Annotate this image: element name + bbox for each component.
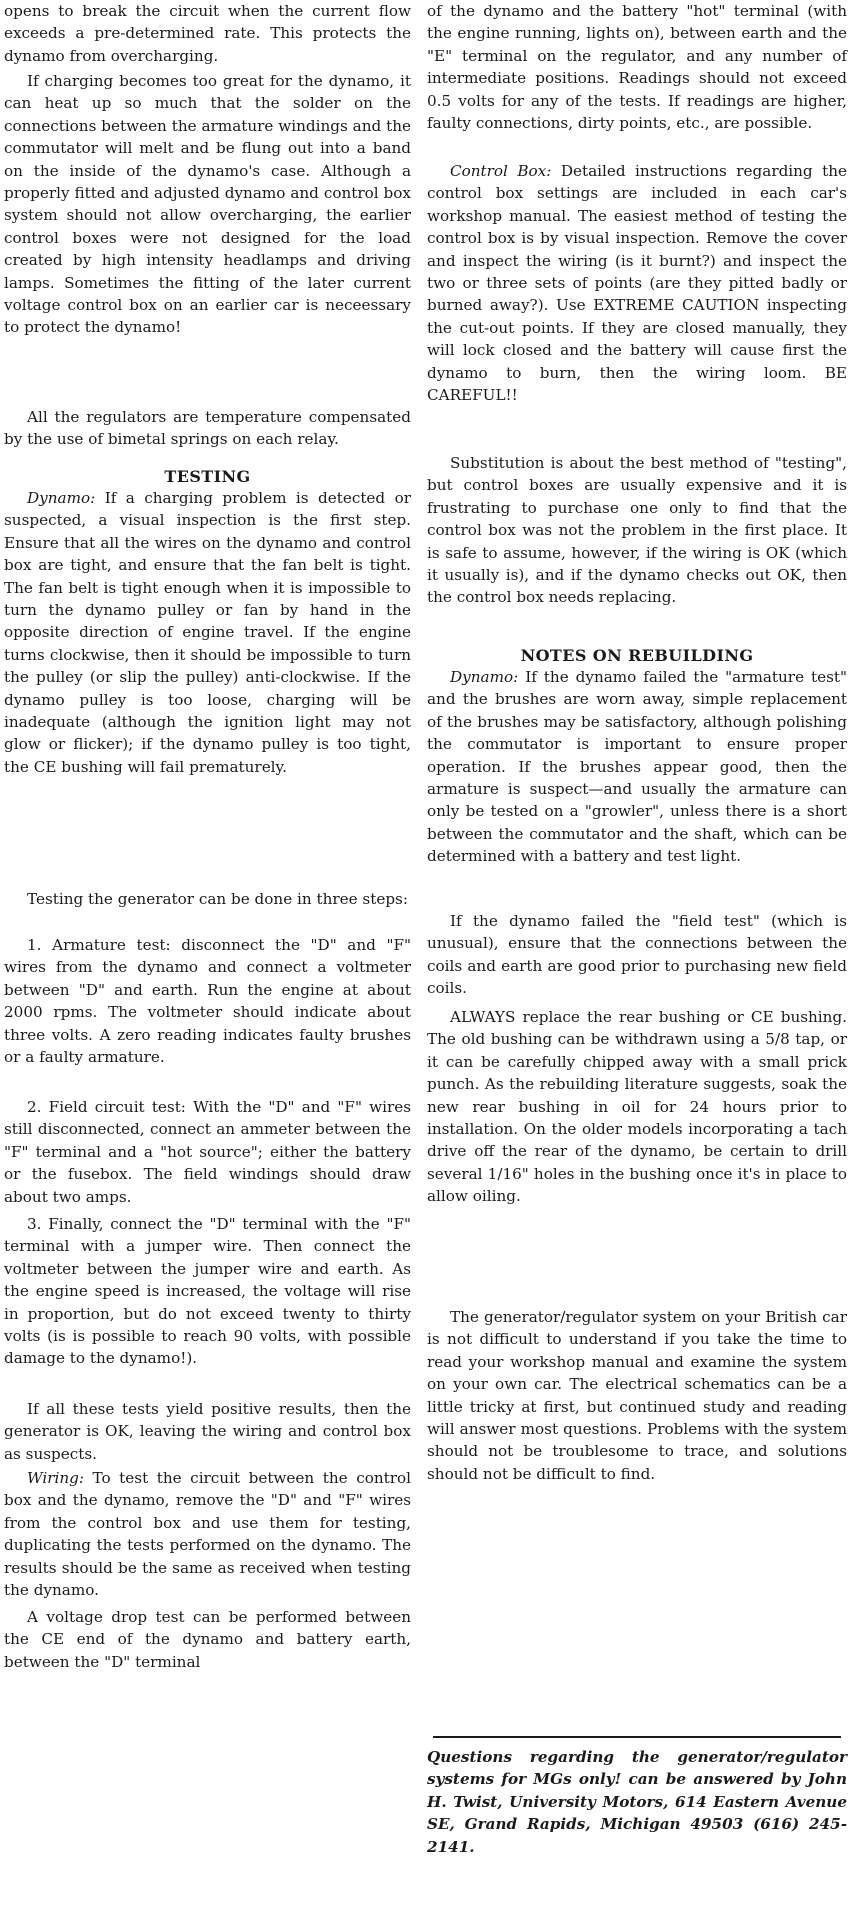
paragraph-jumper-test: 3. Finally, connect the "D" terminal with the "F" terminal with a jumper wire. Then connect the voltmeter between the jumper wire and earth. As the engine speed is increased, the voltage will rise in proportion, but do not exceed twenty to thirty volts (is is possible to reach 90 volts, with possible damage to the dynamo!). <box>4 1215 411 1368</box>
heading-notes-on-rebuilding: NOTES ON REBUILDING <box>520 646 754 665</box>
paragraph-armature-test: 1. Armature test: disconnect the "D" and "F" wires from the dynamo and connect a voltmeter between "D" and earth. Run the engine at about 2000 rpms. The voltmeter should indicate about three volts. A zero reading indicates faulty brushes or a faulty armature. <box>4 936 411 1067</box>
paragraph-temperature-compensation: All the regulators are temperature compensated by the use of bimetal springs on each relay. <box>4 408 411 449</box>
questions-contact: Questions regarding the generator/regulator systems for MGs only! can be answered by John H. Twist, University Motors, 614 Eastern Avenue SE, Grand Rapids, Michigan 49503 (616) 245-2141. <box>427 1748 847 1856</box>
divider-rule <box>433 1736 841 1738</box>
paragraph-dynamo-testing <box>4 487 411 778</box>
control-box-text: Detailed instructions regarding the control box settings are included in each car's workshop manual. The easiest method of testing the control box is by visual inspection. Remove the cover and inspect the wiring (is it burnt?) and inspect the two or three sets of points (are they pitted badly or burned away?). Use EXTREME CAUTION inspecting the cut-out points. If they are closed manually, they will lock closed and the battery will cause first the dynamo to burn, then the wiring loom. BE CAREFUL!! <box>427 162 847 405</box>
paragraph-voltage-drop: A voltage drop test can be performed between the CE end of the dynamo and battery earth, between the "D" terminal <box>4 1608 411 1671</box>
paragraph-rebuilding-dynamo <box>427 666 847 868</box>
control-box-label: Control Box: <box>450 162 552 180</box>
dynamo-text: If a charging problem is detected or suspected, a visual inspection is the first step. Ensure that all the wires on the dynamo and control box are tight, and ensure that the fan belt is tight. The fan belt is tight enough when it is impossible to turn the dynamo pulley or fan by hand in the opposite direction of engine travel. If the engine turns clockwise, then it should be impossible to turn the pulley (or slip the pulley) anti-clockwise. If the dynamo pulley is too loose, charging will be inadequate (although the ignition light may not glow or flicker); if the dynamo pulley is too tight, the CE bushing will fail prematurely. <box>4 489 411 776</box>
paragraph-overcharging-protection: opens to break the circuit when the current flow exceeds a pre-determined rate. This protects the dynamo from overcharging. <box>4 2 411 65</box>
paragraph-three-steps: Testing the generator can be done in three steps: <box>27 890 408 908</box>
paragraph-solder-melting: If charging becomes too great for the dynamo, it can heat up so much that the solder on the connections between the armature windings and the commutator will melt and be flung out into a band on the inside of the dynamo's case. Although a properly fitted and adjusted dynamo and control box system should not allow overcharging, the earlier control boxes were not designed for the load created by high intensity headlamps and driving lamps. Sometimes the fitting of the later current voltage control box on an earlier car is neceessary to protect the dynamo! <box>4 72 411 337</box>
wiring-text: To test the circuit between the control box and the dynamo, remove the "D" and "F" wires from the control box and use them for testing, duplicating the tests performed on the dynamo. The results should be the same as received when testing the dynamo. <box>4 1469 411 1600</box>
paragraph-conclusion: The generator/regulator system on your British car is not difficult to understand if you take the time to read your workshop manual and examine the system on your own car. The electrical schematics can be a little tricky at first, but continued study and reading will answer most questions. Problems with the system should not be troublesome to trace, and solutions should not be difficult to find. <box>427 1308 847 1483</box>
paragraph-control-box <box>427 160 847 406</box>
paragraph-test-results: If all these tests yield positive results, then the generator is OK, leaving the wiring and control box as suspects. <box>4 1400 411 1463</box>
paragraph-field-circuit-test: 2. Field circuit test: With the "D" and "F" wires still disconnected, connect an ammeter between the "F" terminal and a "hot source"; either the battery or the fusebox. The field windings should draw about two amps. <box>4 1098 411 1206</box>
dynamo-label: Dynamo: <box>27 489 96 507</box>
paragraph-rear-bushing: ALWAYS replace the rear bushing or CE bushing. The old bushing can be withdrawn using a 5/8 tap, or it can be carefully chipped away with a small prick punch. As the rebuilding literature suggests, soak the new rear bushing in oil for 24 hours prior to installation. On the older models incorporating a tach drive off the rear of the dynamo, be certain to drill several 1/16" holes in the bushing once it's in place to allow oiling. <box>427 1008 847 1206</box>
wiring-label: Wiring: <box>27 1469 84 1487</box>
heading-testing: TESTING <box>164 467 251 486</box>
paragraph-substitution: Substitution is about the best method of "testing", but control boxes are usually expensive and it is frustrating to purchase one only to find that the control box was not the problem in the first place. It is safe to assume, however, if the wiring is OK (which it usually is), and if the dynamo checks out OK, then the control box needs replacing. <box>427 454 847 607</box>
paragraph-field-test-failure: If the dynamo failed the "field test" (which is unusual), ensure that the connections between the coils and earth are good prior to purchasing new field coils. <box>427 912 847 998</box>
paragraph-voltage-drop-continued: of the dynamo and the battery "hot" terminal (with the engine running, lights on), between earth and the "E" terminal on the regulator, and any number of intermediate positions. Readings should not exceed 0.5 volts for any of the tests. If readings are higher, faulty connections, dirty points, etc., are possible. <box>427 2 847 133</box>
paragraph-wiring-test <box>4 1467 411 1601</box>
rebuild-dynamo-label: Dynamo: <box>450 668 519 686</box>
rebuild-dynamo-text: If the dynamo failed the "armature test" and the brushes are worn away, simple replacement of the brushes may be satisfactory, although polishing the commutator is important to ensure proper operation. If the brushes appear good, then the armature is suspect—and usually the armature can only be tested on a "growler", unless there is a short between the commutator and the shaft, which can be determined with a battery and test light. <box>427 668 847 866</box>
